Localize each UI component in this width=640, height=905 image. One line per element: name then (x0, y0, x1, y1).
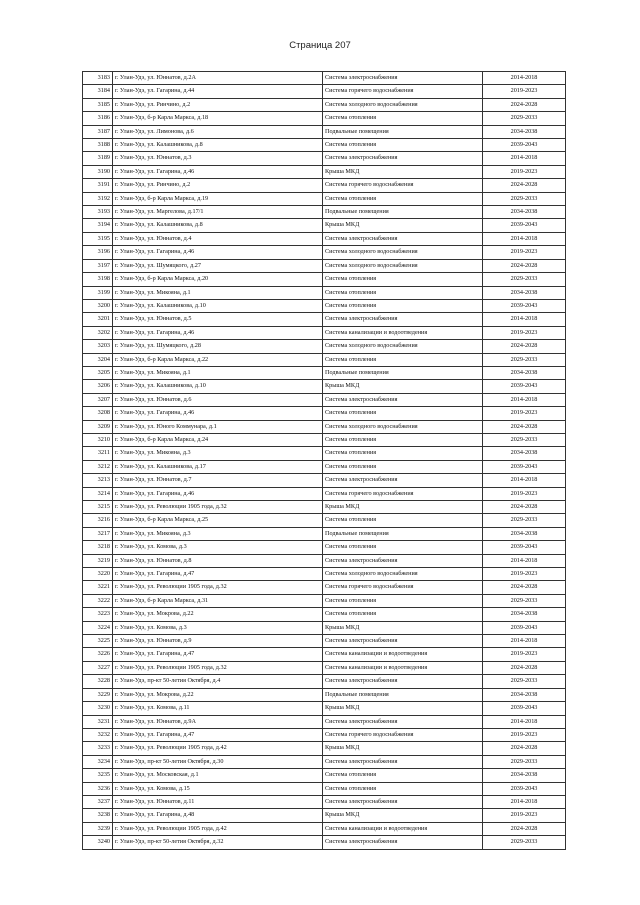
row-number: 3203 (83, 340, 113, 353)
row-address: г. Улан-Удэ, ул. Юннатов, д.11 (113, 795, 323, 808)
row-period: 2034-2038 (483, 286, 566, 299)
table-row (83, 514, 566, 527)
row-period: 2034-2038 (483, 769, 566, 782)
row-number: 3225 (83, 635, 113, 648)
row-system: Подвальные помещения (323, 527, 483, 540)
row-system: Система электроснабжения (323, 715, 483, 728)
row-address: г. Улан-Удэ, ул. Московская, д.1 (113, 769, 323, 782)
row-address: г. Улан-Удэ, ул. Ринчино, д.2 (113, 98, 323, 111)
row-number: 3189 (83, 152, 113, 165)
table-row (83, 420, 566, 433)
row-period: 2029-2033 (483, 192, 566, 205)
row-address: г. Улан-Удэ, б-р Карла Маркса, д.20 (113, 273, 323, 286)
row-number: 3224 (83, 621, 113, 634)
row-number: 3223 (83, 608, 113, 621)
table-row (83, 246, 566, 259)
table-row (83, 380, 566, 393)
row-period: 2019-2023 (483, 326, 566, 339)
row-system: Система отопления (323, 286, 483, 299)
row-number: 3195 (83, 232, 113, 245)
row-period: 2029-2033 (483, 433, 566, 446)
row-period: 2019-2023 (483, 487, 566, 500)
row-period: 2019-2023 (483, 728, 566, 741)
row-system: Крыша МКД (323, 501, 483, 514)
row-number: 3208 (83, 407, 113, 420)
table-row (83, 822, 566, 835)
table-row (83, 608, 566, 621)
table-row (83, 769, 566, 782)
table-row (83, 554, 566, 567)
table-row (83, 487, 566, 500)
row-system: Система электроснабжения (323, 635, 483, 648)
row-address: г. Улан-Удэ, ул. Юннатов, д.7 (113, 474, 323, 487)
row-address: г. Улан-Удэ, ул. Гагарина, д.46 (113, 246, 323, 259)
row-number: 3230 (83, 702, 113, 715)
row-number: 3229 (83, 688, 113, 701)
table-row (83, 742, 566, 755)
row-number: 3234 (83, 755, 113, 768)
row-period: 2029-2033 (483, 675, 566, 688)
row-number: 3222 (83, 594, 113, 607)
row-address: г. Улан-Удэ, пр-кт 50-летия Октября, д.32 (113, 836, 323, 849)
row-period: 2034-2038 (483, 608, 566, 621)
row-system: Подвальные помещения (323, 366, 483, 379)
row-system: Система отопления (323, 299, 483, 312)
row-number: 3210 (83, 433, 113, 446)
row-number: 3196 (83, 246, 113, 259)
row-period: 2024-2028 (483, 742, 566, 755)
row-address: г. Улан-Удэ, ул. Микояна, д.3 (113, 527, 323, 540)
row-number: 3233 (83, 742, 113, 755)
row-address: г. Улан-Удэ, ул. Гагарина, д.47 (113, 568, 323, 581)
row-system: Система отопления (323, 139, 483, 152)
row-address: г. Улан-Удэ, ул. Калашникова, д.8 (113, 139, 323, 152)
row-system: Крыша МКД (323, 621, 483, 634)
row-number: 3240 (83, 836, 113, 849)
row-period: 2024-2028 (483, 259, 566, 272)
table-row (83, 648, 566, 661)
row-number: 3184 (83, 85, 113, 98)
table-row (83, 568, 566, 581)
row-period: 2034-2038 (483, 688, 566, 701)
row-system: Система канализации и водоотведения (323, 661, 483, 674)
row-period: 2024-2028 (483, 581, 566, 594)
row-address: г. Улан-Удэ, ул. Мокрова, д.22 (113, 608, 323, 621)
row-system: Система отопления (323, 782, 483, 795)
row-address: г. Улан-Удэ, б-р Карла Маркса, д.18 (113, 112, 323, 125)
row-period: 2019-2023 (483, 568, 566, 581)
row-number: 3217 (83, 527, 113, 540)
row-period: 2029-2033 (483, 353, 566, 366)
table-row (83, 501, 566, 514)
row-address: г. Улан-Удэ, пр-кт 50-летия Октября, д.30 (113, 755, 323, 768)
row-number: 3237 (83, 795, 113, 808)
row-period: 2039-2043 (483, 541, 566, 554)
row-address: г. Улан-Удэ, ул. Юннатов, д.3 (113, 152, 323, 165)
row-system: Подвальные помещения (323, 125, 483, 138)
row-address: г. Улан-Удэ, ул. Гагарина, д.47 (113, 728, 323, 741)
row-number: 3188 (83, 139, 113, 152)
row-address: г. Улан-Удэ, ул. Шумяцкого, д.28 (113, 340, 323, 353)
row-system: Система холодного водоснабжения (323, 98, 483, 111)
table-row (83, 206, 566, 219)
row-system: Система холодного водоснабжения (323, 340, 483, 353)
row-system: Система электроснабжения (323, 72, 483, 85)
table-row (83, 782, 566, 795)
row-number: 3214 (83, 487, 113, 500)
table-row (83, 299, 566, 312)
table-row (83, 836, 566, 849)
row-address: г. Улан-Удэ, ул. Комова, д.11 (113, 702, 323, 715)
row-address: г. Улан-Удэ, ул. Лимонова, д.6 (113, 125, 323, 138)
row-system: Система канализации и водоотведения (323, 822, 483, 835)
table-row (83, 795, 566, 808)
row-system: Система отопления (323, 460, 483, 473)
row-number: 3190 (83, 165, 113, 178)
row-address: г. Улан-Удэ, ул. Юннатов, д.4 (113, 232, 323, 245)
row-address: г. Улан-Удэ, ул. Гагарина, д.46 (113, 326, 323, 339)
row-address: г. Улан-Удэ, ул. Гагарина, д.44 (113, 85, 323, 98)
row-system: Система канализации и водоотведения (323, 326, 483, 339)
table-row (83, 259, 566, 272)
row-system: Система отопления (323, 447, 483, 460)
row-number: 3231 (83, 715, 113, 728)
table-row (83, 541, 566, 554)
row-system: Система отопления (323, 407, 483, 420)
table-row (83, 179, 566, 192)
row-number: 3205 (83, 366, 113, 379)
table-row (83, 688, 566, 701)
table-row (83, 366, 566, 379)
table-row (83, 340, 566, 353)
row-address: г. Улан-Удэ, б-р Карла Маркса, д.31 (113, 594, 323, 607)
row-period: 2019-2023 (483, 85, 566, 98)
row-number: 3194 (83, 219, 113, 232)
row-address: г. Улан-Удэ, пр-кт 50-летия Октября, д.4 (113, 675, 323, 688)
table-row (83, 661, 566, 674)
row-number: 3216 (83, 514, 113, 527)
row-system: Подвальные помещения (323, 206, 483, 219)
table-row (83, 635, 566, 648)
table-row (83, 139, 566, 152)
table-row (83, 353, 566, 366)
row-address: г. Улан-Удэ, ул. Юннатов, д.9 (113, 635, 323, 648)
row-address: г. Улан-Удэ, ул. Шумяцкого, д.27 (113, 259, 323, 272)
row-number: 3227 (83, 661, 113, 674)
row-address: г. Улан-Удэ, ул. Гагарина, д.48 (113, 809, 323, 822)
row-number: 3199 (83, 286, 113, 299)
row-system: Подвальные помещения (323, 688, 483, 701)
row-period: 2014-2018 (483, 72, 566, 85)
row-number: 3204 (83, 353, 113, 366)
table-row (83, 152, 566, 165)
row-system: Система электроснабжения (323, 755, 483, 768)
row-address: г. Улан-Удэ, б-р Карла Маркса, д.24 (113, 433, 323, 446)
table-row (83, 232, 566, 245)
row-number: 3206 (83, 380, 113, 393)
table-row (83, 98, 566, 111)
row-system: Крыша МКД (323, 165, 483, 178)
row-system: Система отопления (323, 112, 483, 125)
row-period: 2019-2023 (483, 246, 566, 259)
row-number: 3218 (83, 541, 113, 554)
row-address: г. Улан-Удэ, ул. Революции 1905 года, д.42 (113, 742, 323, 755)
table-row (83, 192, 566, 205)
row-system: Система холодного водоснабжения (323, 568, 483, 581)
row-system: Система горячего водоснабжения (323, 487, 483, 500)
row-number: 3220 (83, 568, 113, 581)
row-system: Крыша МКД (323, 702, 483, 715)
row-period: 2014-2018 (483, 313, 566, 326)
row-address: г. Улан-Удэ, ул. Революции 1905 года, д.32 (113, 501, 323, 514)
row-number: 3239 (83, 822, 113, 835)
row-number: 3213 (83, 474, 113, 487)
row-address: г. Улан-Удэ, ул. Мокрова, д.22 (113, 688, 323, 701)
table-row (83, 675, 566, 688)
row-period: 2029-2033 (483, 112, 566, 125)
table-row (83, 728, 566, 741)
row-system: Система холодного водоснабжения (323, 246, 483, 259)
row-number: 3228 (83, 675, 113, 688)
row-number: 3212 (83, 460, 113, 473)
row-system: Система горячего водоснабжения (323, 179, 483, 192)
row-address: г. Улан-Удэ, ул. Юннатов, д.5 (113, 313, 323, 326)
row-system: Система электроснабжения (323, 675, 483, 688)
row-address: г. Улан-Удэ, ул. Микояна, д.3 (113, 447, 323, 460)
row-number: 3200 (83, 299, 113, 312)
row-number: 3209 (83, 420, 113, 433)
row-address: г. Улан-Удэ, ул. Ринчино, д.2 (113, 179, 323, 192)
table-row (83, 393, 566, 406)
row-address: г. Улан-Удэ, ул. Комова, д.3 (113, 541, 323, 554)
row-period: 2029-2033 (483, 514, 566, 527)
row-address: г. Улан-Удэ, ул. Юннатов, д.2А (113, 72, 323, 85)
row-address: г. Улан-Удэ, ул. Юннатов, д.6 (113, 393, 323, 406)
row-system: Система отопления (323, 433, 483, 446)
row-system: Система электроснабжения (323, 836, 483, 849)
row-system: Крыша МКД (323, 809, 483, 822)
table-row (83, 621, 566, 634)
row-period: 2034-2038 (483, 366, 566, 379)
table-row (83, 474, 566, 487)
row-number: 3201 (83, 313, 113, 326)
table-row (83, 112, 566, 125)
row-number: 3236 (83, 782, 113, 795)
row-period: 2024-2028 (483, 501, 566, 514)
row-system: Система горячего водоснабжения (323, 581, 483, 594)
row-address: г. Улан-Удэ, ул. Комова, д.3 (113, 621, 323, 634)
table-row (83, 326, 566, 339)
table-row (83, 125, 566, 138)
row-period: 2029-2033 (483, 273, 566, 286)
row-period: 2019-2023 (483, 809, 566, 822)
row-address: г. Улан-Удэ, ул. Революции 1905 года, д.32 (113, 581, 323, 594)
row-address: г. Улан-Удэ, б-р Карла Маркса, д.25 (113, 514, 323, 527)
table-row (83, 527, 566, 540)
row-period: 2034-2038 (483, 447, 566, 460)
table-row (83, 85, 566, 98)
table-row (83, 313, 566, 326)
row-period: 2034-2038 (483, 125, 566, 138)
row-period: 2024-2028 (483, 98, 566, 111)
row-address: г. Улан-Удэ, ул. Калашникова, д.10 (113, 299, 323, 312)
row-system: Система электроснабжения (323, 393, 483, 406)
row-number: 3191 (83, 179, 113, 192)
row-number: 3232 (83, 728, 113, 741)
row-period: 2029-2033 (483, 836, 566, 849)
row-number: 3186 (83, 112, 113, 125)
table-row (83, 72, 566, 85)
row-period: 2019-2023 (483, 407, 566, 420)
row-system: Система отопления (323, 353, 483, 366)
row-address: г. Улан-Удэ, ул. Гагарина, д.46 (113, 407, 323, 420)
row-number: 3221 (83, 581, 113, 594)
row-address: г. Улан-Удэ, ул. Микояна, д.1 (113, 286, 323, 299)
row-system: Система отопления (323, 594, 483, 607)
row-number: 3219 (83, 554, 113, 567)
row-system: Система отопления (323, 192, 483, 205)
row-system: Система электроснабжения (323, 232, 483, 245)
row-period: 2024-2028 (483, 179, 566, 192)
row-number: 3215 (83, 501, 113, 514)
row-system: Крыша МКД (323, 742, 483, 755)
table-row (83, 447, 566, 460)
table-row (83, 581, 566, 594)
row-address: г. Улан-Удэ, ул. Юннатов, д.8 (113, 554, 323, 567)
row-address: г. Улан-Удэ, ул. Юннатов, д.9А (113, 715, 323, 728)
row-address: г. Улан-Удэ, ул. Революции 1905 года, д.32 (113, 661, 323, 674)
row-address: г. Улан-Удэ, ул. Калашникова, д.8 (113, 219, 323, 232)
row-address: г. Улан-Удэ, ул. Калашникова, д.17 (113, 460, 323, 473)
row-address: г. Улан-Удэ, ул. Гагарина, д.46 (113, 487, 323, 500)
row-period: 2039-2043 (483, 299, 566, 312)
table-row (83, 433, 566, 446)
row-system: Крыша МКД (323, 219, 483, 232)
row-period: 2014-2018 (483, 474, 566, 487)
row-period: 2039-2043 (483, 782, 566, 795)
register-table-body (83, 72, 566, 850)
row-number: 3192 (83, 192, 113, 205)
row-period: 2014-2018 (483, 635, 566, 648)
row-system: Система отопления (323, 541, 483, 554)
row-address: г. Улан-Удэ, ул. Калашникова, д.10 (113, 380, 323, 393)
table-row (83, 165, 566, 178)
row-system: Система канализации и водоотведения (323, 648, 483, 661)
row-system: Система электроснабжения (323, 313, 483, 326)
table-row (83, 407, 566, 420)
row-address: г. Улан-Удэ, ул. Юного Коммунара, д.1 (113, 420, 323, 433)
row-system: Система электроснабжения (323, 474, 483, 487)
row-address: г. Улан-Удэ, ул. Гагарина, д.47 (113, 648, 323, 661)
row-period: 2019-2023 (483, 165, 566, 178)
row-period: 2014-2018 (483, 715, 566, 728)
page-title: Страница 207 (289, 40, 351, 51)
table-row (83, 286, 566, 299)
table-row (83, 702, 566, 715)
row-system: Система отопления (323, 769, 483, 782)
table-row (83, 460, 566, 473)
row-system: Система отопления (323, 608, 483, 621)
row-address: г. Улан-Удэ, ул. Гагарина, д.46 (113, 165, 323, 178)
row-period: 2039-2043 (483, 380, 566, 393)
row-period: 2014-2018 (483, 152, 566, 165)
table-row (83, 809, 566, 822)
row-system: Система электроснабжения (323, 554, 483, 567)
row-period: 2014-2018 (483, 232, 566, 245)
row-period: 2034-2038 (483, 206, 566, 219)
row-period: 2029-2033 (483, 755, 566, 768)
row-number: 3198 (83, 273, 113, 286)
row-address: г. Улан-Удэ, ул. Микояна, д.1 (113, 366, 323, 379)
row-system: Система холодного водоснабжения (323, 420, 483, 433)
row-period: 2014-2018 (483, 554, 566, 567)
row-system: Система отопления (323, 514, 483, 527)
row-period: 2039-2043 (483, 219, 566, 232)
row-system: Система холодного водоснабжения (323, 259, 483, 272)
row-number: 3238 (83, 809, 113, 822)
row-system: Система электроснабжения (323, 152, 483, 165)
row-number: 3187 (83, 125, 113, 138)
row-number: 3211 (83, 447, 113, 460)
table-row (83, 755, 566, 768)
row-address: г. Улан-Удэ, ул. Комова, д.15 (113, 782, 323, 795)
row-period: 2039-2043 (483, 621, 566, 634)
row-number: 3183 (83, 72, 113, 85)
row-address: г. Улан-Удэ, ул. Маргелова, д.17/1 (113, 206, 323, 219)
row-period: 2014-2018 (483, 795, 566, 808)
row-period: 2039-2043 (483, 702, 566, 715)
row-period: 2014-2018 (483, 393, 566, 406)
table-row (83, 715, 566, 728)
row-number: 3202 (83, 326, 113, 339)
row-period: 2039-2043 (483, 460, 566, 473)
row-number: 3197 (83, 259, 113, 272)
row-number: 3207 (83, 393, 113, 406)
row-address: г. Улан-Удэ, б-р Карла Маркса, д.22 (113, 353, 323, 366)
row-period: 2039-2043 (483, 139, 566, 152)
row-period: 2019-2023 (483, 648, 566, 661)
row-system: Система горячего водоснабжения (323, 85, 483, 98)
table-row (83, 594, 566, 607)
row-period: 2024-2028 (483, 822, 566, 835)
row-period: 2034-2038 (483, 527, 566, 540)
row-period: 2024-2028 (483, 340, 566, 353)
row-number: 3226 (83, 648, 113, 661)
row-system: Крыша МКД (323, 380, 483, 393)
row-period: 2029-2033 (483, 594, 566, 607)
row-system: Система электроснабжения (323, 795, 483, 808)
row-number: 3235 (83, 769, 113, 782)
row-address: г. Улан-Удэ, ул. Революции 1905 года, д.42 (113, 822, 323, 835)
row-system: Система отопления (323, 273, 483, 286)
row-period: 2024-2028 (483, 420, 566, 433)
row-system: Система горячего водоснабжения (323, 728, 483, 741)
row-period: 2024-2028 (483, 661, 566, 674)
table-row (83, 219, 566, 232)
row-number: 3193 (83, 206, 113, 219)
register-table (82, 71, 566, 850)
row-number: 3185 (83, 98, 113, 111)
table-row (83, 273, 566, 286)
row-address: г. Улан-Удэ, б-р Карла Маркса, д.19 (113, 192, 323, 205)
